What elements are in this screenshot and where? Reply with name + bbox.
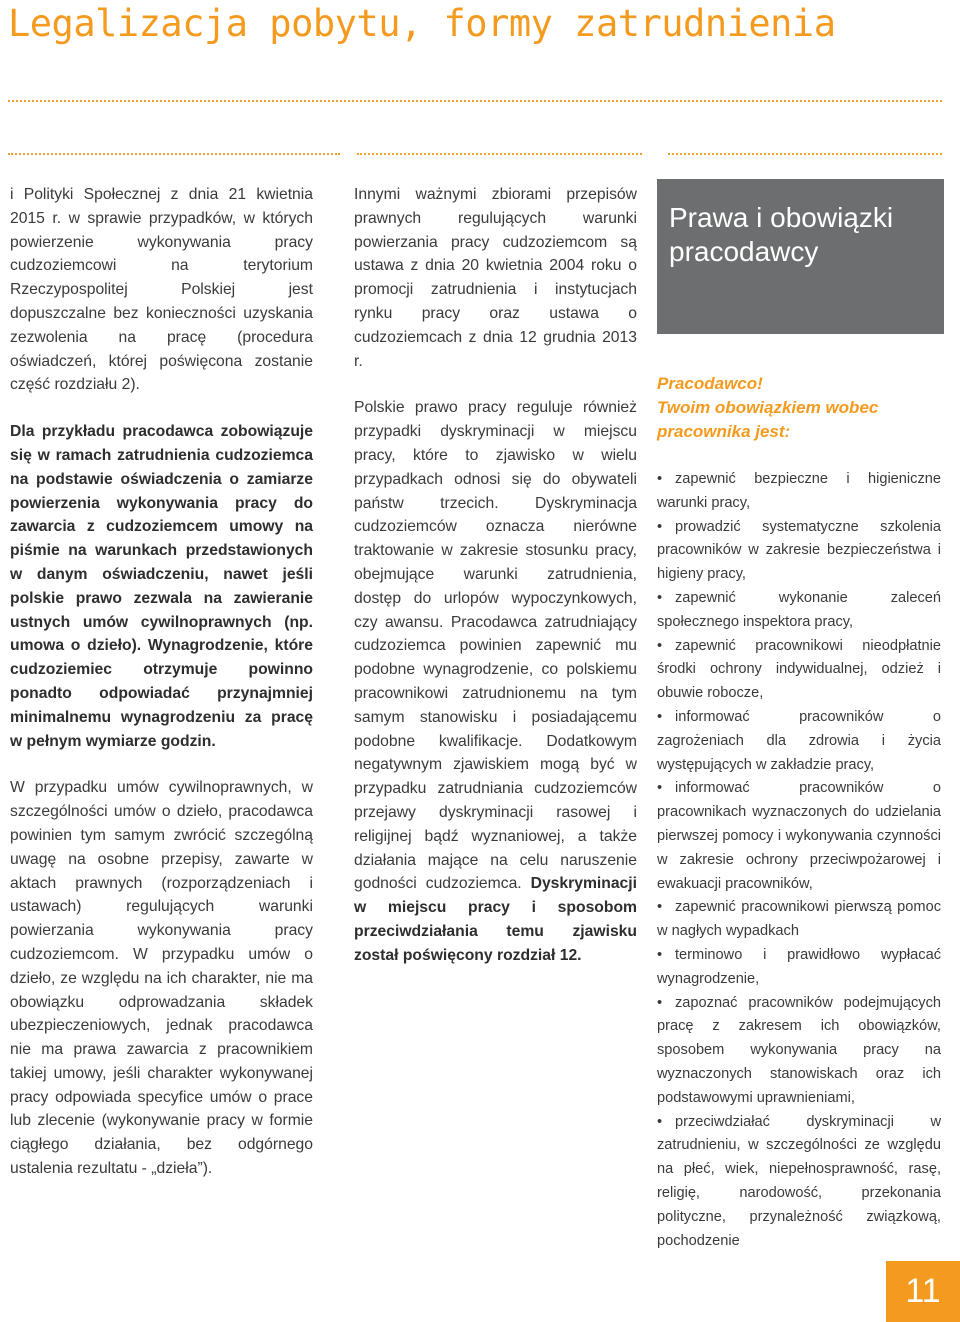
bullet-icon: • [657, 589, 663, 606]
bullet-icon: • [657, 780, 663, 797]
column2-paragraph-2-bold: Dyskryminacji w miejscu pracy i sposobom przeciwdziałania temu zjawisku został poświęcony rozdział 12. [354, 875, 637, 964]
column2-divider [357, 153, 642, 155]
column-1 [10, 183, 313, 1204]
column2-paragraph-2-text: Polskie prawo pracy reguluje również przypadki dyskryminacji w miejscu pracy, które to zjawisko w wielu przypadkach odnosi się do obywateli państw trzecich. Dyskryminacja cudzoziemców oznacza nierówne traktowanie w zakresie stosunku pracy, obejmujące warunki zatrudnienia, dostęp do urlopów wypoczynkowych, czy awansu. Pracodawca zatrudniający cudzoziemca powinien zapewnić mu podobne wynagrodzenie, co polskiemu pracownikowi zatrudnionemu na tym samym stanowisku i posiadającemu podobne kwalifikacje. Dodatkowym negatywnym zjawiskiem mogą być w przypadku zatrudniania cudzoziemców przejawy dyskryminacji rasowej i religijnej bądź wyznaniowej, a także działania mające na celu naruszenie godności cudzoziemca. [354, 399, 637, 893]
list-item: • zapewnić pracownikowi nieodpłatnie środki ochrony indywidualnej, odzież i obuwie robocze, [657, 635, 941, 706]
list-item: • przeciwdziałać dyskryminacji w zatrudnieniu, w szczególności ze względu na płeć, wiek, niepełnosprawność, rasę, religię, narodowość, przekonania polityczne, przynależność związkową, pochodzenie [657, 1111, 941, 1254]
list-item: • prowadzić systematyczne szkolenia pracowników w zakresie bezpieczeństwa i higieny pracy, [657, 516, 941, 587]
sidebar-intro-line-2: Twoim obowiązkiem wobec pracownika jest: [657, 398, 879, 441]
page-number: 11 [886, 1261, 960, 1322]
column1-paragraph-1: i Polityki Społecznej z dnia 21 kwietnia 2015 r. w sprawie przypadków, w których powierzenie wykonywania pracy cudzoziemcowi na terytorium Rzeczypospolitej Polskiej jest dopuszczalne bez konieczności uzyskania zezwolenia na pracę (procedura oświadczeń, której poświęcona zostanie część rozdziału 2). [10, 186, 313, 394]
column2-paragraph-1: Innymi ważnymi zbiorami przepisów prawnych regulujących warunki powierzania pracy cudzoziemcom są ustawa z dnia 20 kwietnia 2004 roku o promocji zatrudnienia i instytucjach rynku pracy oraz ustawa o cudzoziemcach z dnia 12 grudnia 2013 r. [354, 186, 637, 370]
list-item: • terminowo i prawidłowo wypłacać wynagrodzenie, [657, 944, 941, 992]
sidebar-title-box [657, 179, 944, 334]
column-2 [354, 183, 637, 991]
bullet-icon: • [657, 1113, 663, 1130]
page-title: Legalizacja pobytu, formy zatrudnienia [8, 2, 836, 45]
list-item: • zapewnić pracownikowi pierwszą pomoc w nagłych wypadkach [657, 896, 941, 944]
sidebar-intro [657, 372, 941, 444]
list-item: • zapewnić wykonanie zaleceń społecznego inspektora pracy, [657, 587, 941, 635]
duties-list [657, 468, 941, 1253]
column2-paragraph-2 [354, 396, 637, 967]
column1-divider [8, 153, 340, 155]
list-item: • informować pracowników o pracownikach wyznaczonych do udzielania pierwszej pomocy i wykonywania czynności w zakresie ochrony przeciwpożarowej i ewakuacji pracowników, [657, 777, 941, 896]
column1-paragraph-3: W przypadku umów cywilnoprawnych, w szczególności umów o dzieło, pracodawca powinien tym samym zwrócić szczególną uwagę na osobne przepisy, zawarte w aktach prawnych (rozporządzeniach i ustawach) regulujących warunki powierzania wykonywania pracy cudzoziemcom. W przypadku umów o dzieło, ze względu na ich charakter, nie ma obowiązku odprowadzania składek ubezpieczeniowych, jednak pracodawca nie ma prawa zawarcia z pracownikiem takiej umowy, jeśli charakter wykonywanej pracy odpowiada specyfice umów o prace lub zlecenie (wykonywanie pracy w formie ciągłego działania, bez odgórnego ustalenia rezultatu - „dzieła”). [10, 779, 313, 1178]
bullet-icon: • [657, 637, 663, 654]
list-item: • zapoznać pracowników podejmujących pracę z zakresem ich obowiązków, sposobem wykonywania pracy na wyznaczonych stanowiskach oraz ich podstawowymi uprawnieniami, [657, 992, 941, 1111]
list-item: • informować pracowników o zagrożeniach dla zdrowia i życia występujących w zakładzie pracy, [657, 706, 941, 777]
bullet-icon: • [657, 946, 663, 963]
sidebar-title: Prawa i obowiązki pracodawcy [669, 202, 894, 267]
bullet-icon: • [657, 471, 663, 487]
header-divider [8, 100, 942, 102]
list-item: • zapewnić bezpieczne i higieniczne warunki pracy, [657, 468, 941, 516]
bullet-icon: • [657, 518, 663, 535]
column3-divider [668, 153, 942, 155]
bullet-icon: • [657, 708, 663, 725]
sidebar-intro-line-1: Pracodawco! [657, 374, 763, 393]
column1-paragraph-2: Dla przykładu pracodawca zobowiązuje się w ramach zatrudnienia cudzoziemca na podstawie oświadczenia o zamiarze powierzenia wykonywania pracy do zawarcia z cudzoziemcem umowy na piśmie na warunkach przedstawionych w danym oświadczeniu, nawet jeśli polskie prawo zezwala na zawieranie ustnych umów cywilnoprawnych (np. umowa o dzieło). Wynagrodzenie, które cudzoziemiec otrzymuje powinno ponadto odpowiadać przynajmniej minimalnemu wynagrodzeniu za pracę w pełnym wymiarze godzin. [10, 423, 313, 750]
bullet-icon: • [657, 994, 663, 1011]
bullet-icon: • [657, 899, 663, 916]
